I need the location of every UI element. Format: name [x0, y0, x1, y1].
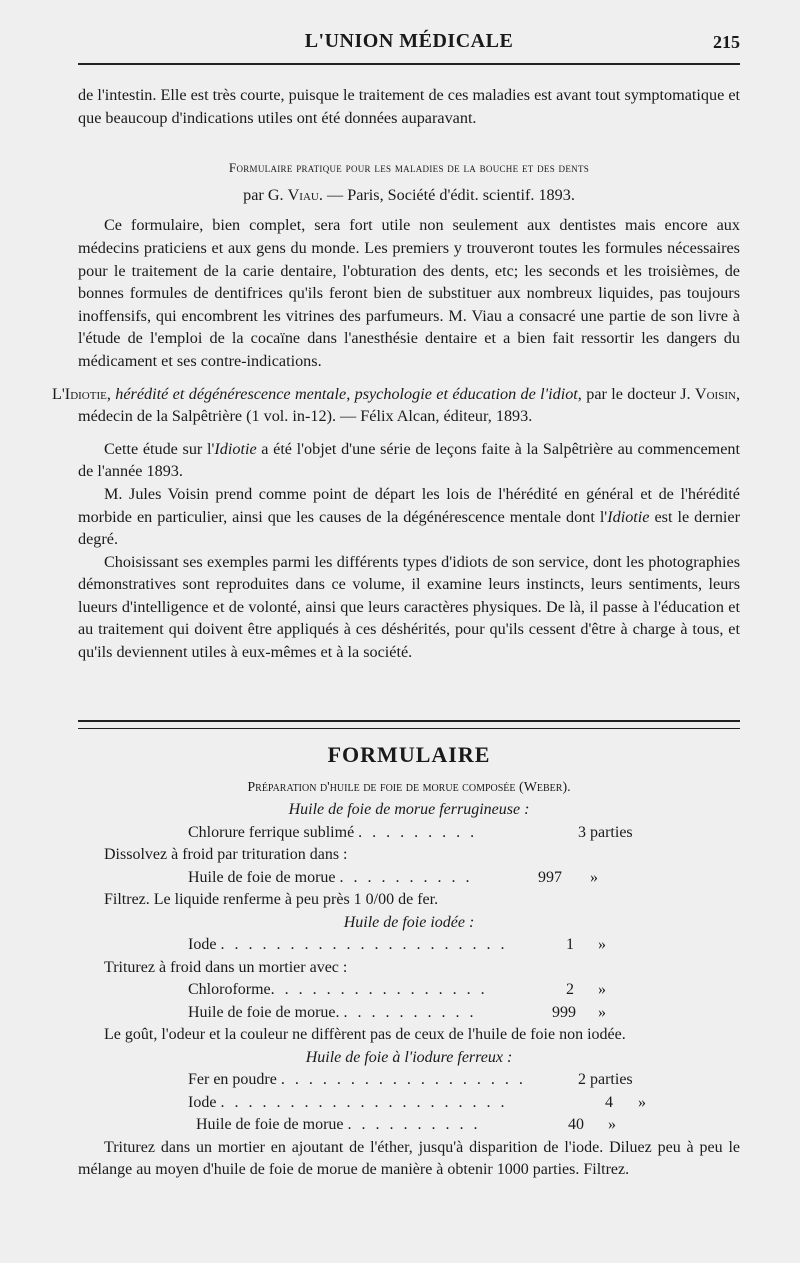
para2-text-b: a été l'objet d'une série de leçons faite à la Salpêtrière au commencement de l'année 1893. — [78, 439, 740, 481]
ingredient-qty: 997 — [538, 868, 562, 886]
book2-rest-a: par le docteur J. — [581, 384, 695, 403]
instruction-4: Le goût, l'odeur et la couleur ne diffèrent pas de ceux de l'huile de foie non iodée. — [104, 1026, 626, 1043]
para3-text-a: M. Jules Voisin prend comme point de départ les lois de l'hérédité en général et de l'hérédité morbide en particulier, ainsi que les causes de la dégénérescence mentale dont l' — [78, 484, 740, 526]
para2-text-a: Cette étude sur l' — [104, 439, 215, 458]
ingredient-name: Huile de foie de morue. . . . . . . . . . . — [188, 1003, 477, 1021]
para3-text-b: est le dernier degré. — [78, 507, 740, 549]
subheading-iodure: Huile de foie à l'iodure ferreux : — [305, 1048, 513, 1066]
ingredient-unit: » — [608, 1116, 616, 1133]
ingredient-qty: 999 — [552, 1003, 576, 1021]
running-header — [78, 26, 740, 60]
ingredient-unit: » — [598, 936, 606, 953]
book2-paragraph-2 — [78, 483, 740, 551]
book2-citation — [52, 383, 740, 428]
instruction-3: Triturez à froid dans un mortier avec : — [104, 958, 348, 976]
ingredient-qty: 2 — [566, 981, 574, 998]
book2-head: L'Idiotie, — [52, 384, 111, 403]
intro-paragraph: de l'intestin. Elle est très courte, puisque le traitement de ces maladies est avant tout symptomatique et que beaucoup d'indications utiles ont été données auparavant. — [78, 86, 740, 127]
para2-italic: Idiotie — [214, 439, 257, 458]
ingredient-row — [78, 1002, 740, 1025]
instruction-2: Filtrez. Le liquide renferme à peu près 1 0/00 de fer. — [104, 891, 439, 908]
formulaire-section — [78, 744, 740, 1182]
subheading-ferrugineuse: Huile de foie de morue ferrugineuse : — [288, 801, 530, 818]
ingredient-unit: » — [638, 1093, 646, 1111]
ingredient-row — [78, 934, 740, 957]
ingredient-name: Iode . . . . . . . . . . . . . . . . . . . . . — [188, 936, 508, 953]
ingredient-unit: » — [598, 1003, 606, 1021]
ingredient-name: Huile de foie de morue . . . . . . . . . . — [188, 868, 473, 886]
ingredient-qty: 40 — [568, 1116, 584, 1133]
book2-author: Voisin — [694, 384, 736, 403]
ingredient-row — [78, 867, 740, 890]
header-rule — [78, 63, 740, 65]
book1-author: Viau — [287, 185, 319, 204]
ingredient-row — [78, 979, 740, 1002]
para3-italic: Idiotie — [607, 507, 650, 526]
ingredient-unit: » — [598, 981, 606, 998]
ingredient-row — [78, 1092, 740, 1115]
final-instruction: Triturez dans un mortier en ajoutant de l'éther, jusqu'à disparition de l'iode. Diluez peu à peu le mélange au moyen d'huile de foie de morue de manière à obtenir 1000 parties. Filtrez. — [78, 1138, 740, 1178]
ingredient-row — [78, 822, 740, 845]
ingredient-qty: 2 parties — [578, 1071, 633, 1088]
book2-paragraph-3: Choisissant ses exemples parmi les différents types d'idiots de son service, dont les photographies démonstratives sont reproduites dans ce volume, il examine leurs instincts, leurs sentiments, leurs lueurs d'intelligence et de volonté, ainsi que leurs caractères physiques. De là, il passe à l'éducation et au traitement qui doivent être appliqués à ces déshérités, pour qu'ils cessent d'être à charge à tous, et qu'ils deviennent utiles à eux-mêmes et à la société. — [78, 552, 740, 662]
ingredient-name: Fer en poudre . . . . . . . . . . . . . . . . . . — [188, 1071, 526, 1088]
page-number: 215 — [713, 32, 740, 52]
ingredient-name: Chlorure ferrique sublimé . . . . . . . . . — [188, 823, 478, 841]
ingredient-row — [78, 1114, 740, 1137]
book1-review: Ce formulaire, bien complet, sera fort utile non seulement aux dentistes mais encore aux médecins praticiens et aux gens du monde. Les premiers y trouveront toutes les formules nécessaires pour le traitement de la carie dentaire, l'obturation des dents, etc; les seconds et les troisièmes, de bonnes formules de dentifrices qu'ils feront bien de substituer aux nombreux liquides, pas toujours inoffensifs, qui encombrent les vitrines des parfumeurs. M. Viau a consacré une partie de son livre à l'étude de l'emploi de la cocaïne dans l'anesthésie dentaire et a bien fait ressortir les dangers du médicament et ses contre-indications. — [78, 216, 740, 370]
journal-title: L'UNION MÉDICALE — [304, 30, 514, 52]
book2-paragraph-1 — [78, 438, 740, 483]
book2-rest-b: , médecin de la Salpêtrière (1 vol. in-12). — Félix Alcan, éditeur, 1893. — [78, 384, 740, 426]
book1-title: Formulaire pratique pour les maladies de la bouche et des dents — [228, 160, 590, 176]
ingredient-qty: 1 — [566, 936, 574, 953]
formulaire-title: FORMULAIRE — [327, 742, 491, 767]
book1-by-suffix: . — Paris, Société d'édit. scientif. 1893. — [318, 185, 575, 204]
ingredient-name: Huile de foie de morue . . . . . . . . . . — [196, 1116, 481, 1133]
ingredient-unit: » — [590, 868, 598, 886]
ingredient-qty: 4 — [605, 1093, 613, 1111]
ingredient-name: Chloroforme. . . . . . . . . . . . . . . . — [188, 981, 488, 998]
ingredient-row — [78, 1069, 740, 1092]
instruction-1: Dissolvez à froid par trituration dans : — [104, 846, 348, 863]
prep-heading: Préparation d'huile de foie de morue composée (Weber). — [247, 779, 571, 795]
ingredient-qty: 3 parties — [578, 823, 633, 841]
subheading-iodee: Huile de foie iodée : — [343, 913, 475, 931]
book1-by-prefix: par G. — [243, 185, 288, 204]
book1-byline — [78, 184, 740, 207]
book2-title: hérédité et dégénérescence mentale, psychologie et éducation de l'idiot, — [115, 384, 582, 403]
section-divider — [78, 720, 740, 729]
ingredient-name: Iode . . . . . . . . . . . . . . . . . . . . . — [188, 1093, 508, 1111]
review-section — [52, 84, 740, 664]
